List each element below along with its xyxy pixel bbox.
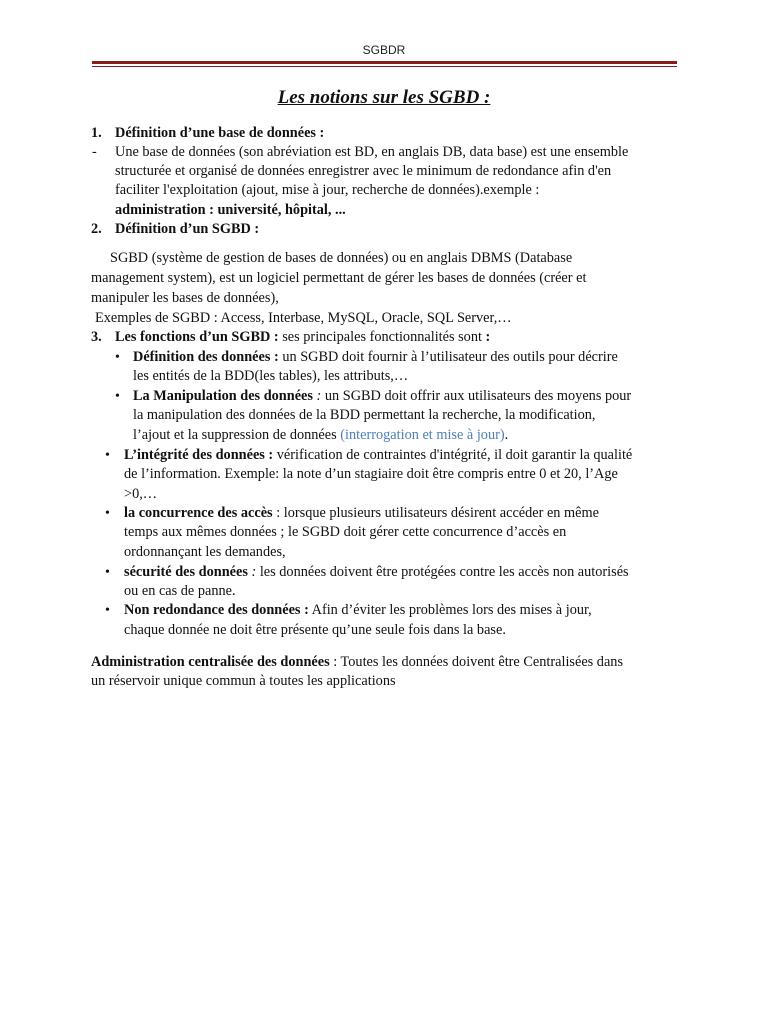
list-item-continuation [133, 426, 508, 445]
header-rule-thick [92, 61, 677, 64]
bullet-icon: • [115, 389, 120, 404]
section-2-line: manipuler les bases de données), [91, 290, 279, 306]
interrogation-link[interactable]: (interrogation et mise à jour) [340, 427, 505, 443]
section-2-heading: Définition d’un SGBD : [115, 221, 260, 237]
list-item [133, 348, 618, 367]
list-item-continuation: >0,… [124, 486, 158, 502]
section-1-heading: Définition d’une base de données : [115, 125, 325, 141]
closing-paragraph [91, 653, 623, 672]
list-item-continuation: chaque donnée ne doit être présente qu’une seule fois dans la base. [124, 622, 506, 638]
bullet-icon: • [105, 448, 110, 463]
list-item-continuation: temps aux mêmes données ; le SGBD doit gérer cette concurrence d’accès en [124, 524, 567, 540]
header-rule-thin [92, 66, 677, 67]
list-item-term: La Manipulation des données [133, 388, 313, 404]
list-item-text: : lorsque plusieurs utilisateurs désirent accéder en même [272, 505, 599, 521]
bullet-icon: • [105, 565, 110, 580]
section-3-heading-line [115, 328, 490, 347]
list-item-text: vérification de contraintes d'intégrité, il doit garantir la qualité [273, 447, 633, 463]
list-item-text: l’ajout et la suppression de données [133, 427, 341, 443]
list-item-text: Afin d’éviter les problèmes lors des mises à jour, [308, 602, 592, 618]
bullet-icon: • [105, 506, 110, 521]
list-item [124, 601, 592, 620]
list-item-continuation: ou en cas de panne. [124, 583, 236, 599]
section-1-line: Une base de données (son abréviation est BD, en anglais DB, data base) est une ensemble [115, 144, 629, 160]
list-item-term: Définition des données : [133, 349, 279, 365]
section-2-line: SGBD (système de gestion de bases de données) ou en anglais DBMS (Database [110, 250, 573, 266]
list-item-colon: : [312, 388, 322, 404]
list-item-continuation: ordonnançant les demandes, [124, 544, 286, 560]
section-2-line: management system), est un logiciel permettant de gérer les bases de données (créer et [91, 270, 587, 286]
list-item-text: les données doivent être protégées contre les accès non autorisés [256, 564, 629, 580]
list-item-colon: : [247, 564, 257, 580]
list-item [133, 387, 631, 406]
closing-text: : Toutes les données doivent être Centralisées dans [329, 654, 624, 670]
section-1-number: 1. [91, 125, 102, 141]
section-3-intro: ses principales fonctionnalités sont [282, 329, 482, 345]
section-1-dash: - [92, 144, 97, 160]
list-item-continuation: la manipulation des données de la BDD permettant la recherche, la modification, [133, 407, 596, 423]
section-1-line: faciliter l'exploitation (ajout, mise à jour, recherche de données).exemple : [115, 182, 540, 198]
running-header: SGBDR [362, 43, 406, 57]
list-item-text: un SGBD doit fournir à l’utilisateur des outils pour décrire [278, 349, 618, 365]
list-item-continuation: de l’information. Exemple: la note d’un stagiaire doit être compris entre 0 et 20, l’Age [124, 466, 618, 482]
section-3-heading: Les fonctions d’un SGBD : [115, 329, 279, 345]
section-3-intro-colon: : [485, 329, 491, 345]
bullet-icon: • [105, 603, 110, 618]
section-2-number: 2. [91, 221, 102, 237]
section-3-number: 3. [91, 329, 102, 345]
list-item [124, 563, 629, 582]
closing-term: Administration centralisée des données [91, 654, 330, 670]
bullet-icon: • [115, 350, 120, 365]
list-item-text: un SGBD doit offrir aux utilisateurs des moyens pour [321, 388, 632, 404]
section-2-examples: Exemples de SGBD : Access, Interbase, MySQL, Oracle, SQL Server,… [95, 310, 512, 326]
list-item-term: sécurité des données [124, 564, 248, 580]
list-item [124, 446, 632, 465]
list-item [124, 504, 599, 523]
list-item-term: Non redondance des données : [124, 602, 309, 618]
document-title: Les notions sur les SGBD : [277, 87, 491, 108]
list-item-term: L’intégrité des données : [124, 447, 274, 463]
section-1-example: administration : université, hôpital, ... [115, 202, 346, 218]
list-item-term: la concurrence des accès [124, 505, 273, 521]
section-1-line: structurée et organisé de données enregistrer avec le minimum de redondance afin d'en [115, 163, 612, 179]
list-item-continuation: les entités de la BDD(les tables), les attributs,… [133, 368, 409, 384]
closing-continuation: un réservoir unique commun à toutes les applications [91, 673, 396, 689]
list-item-period: . [504, 427, 509, 443]
